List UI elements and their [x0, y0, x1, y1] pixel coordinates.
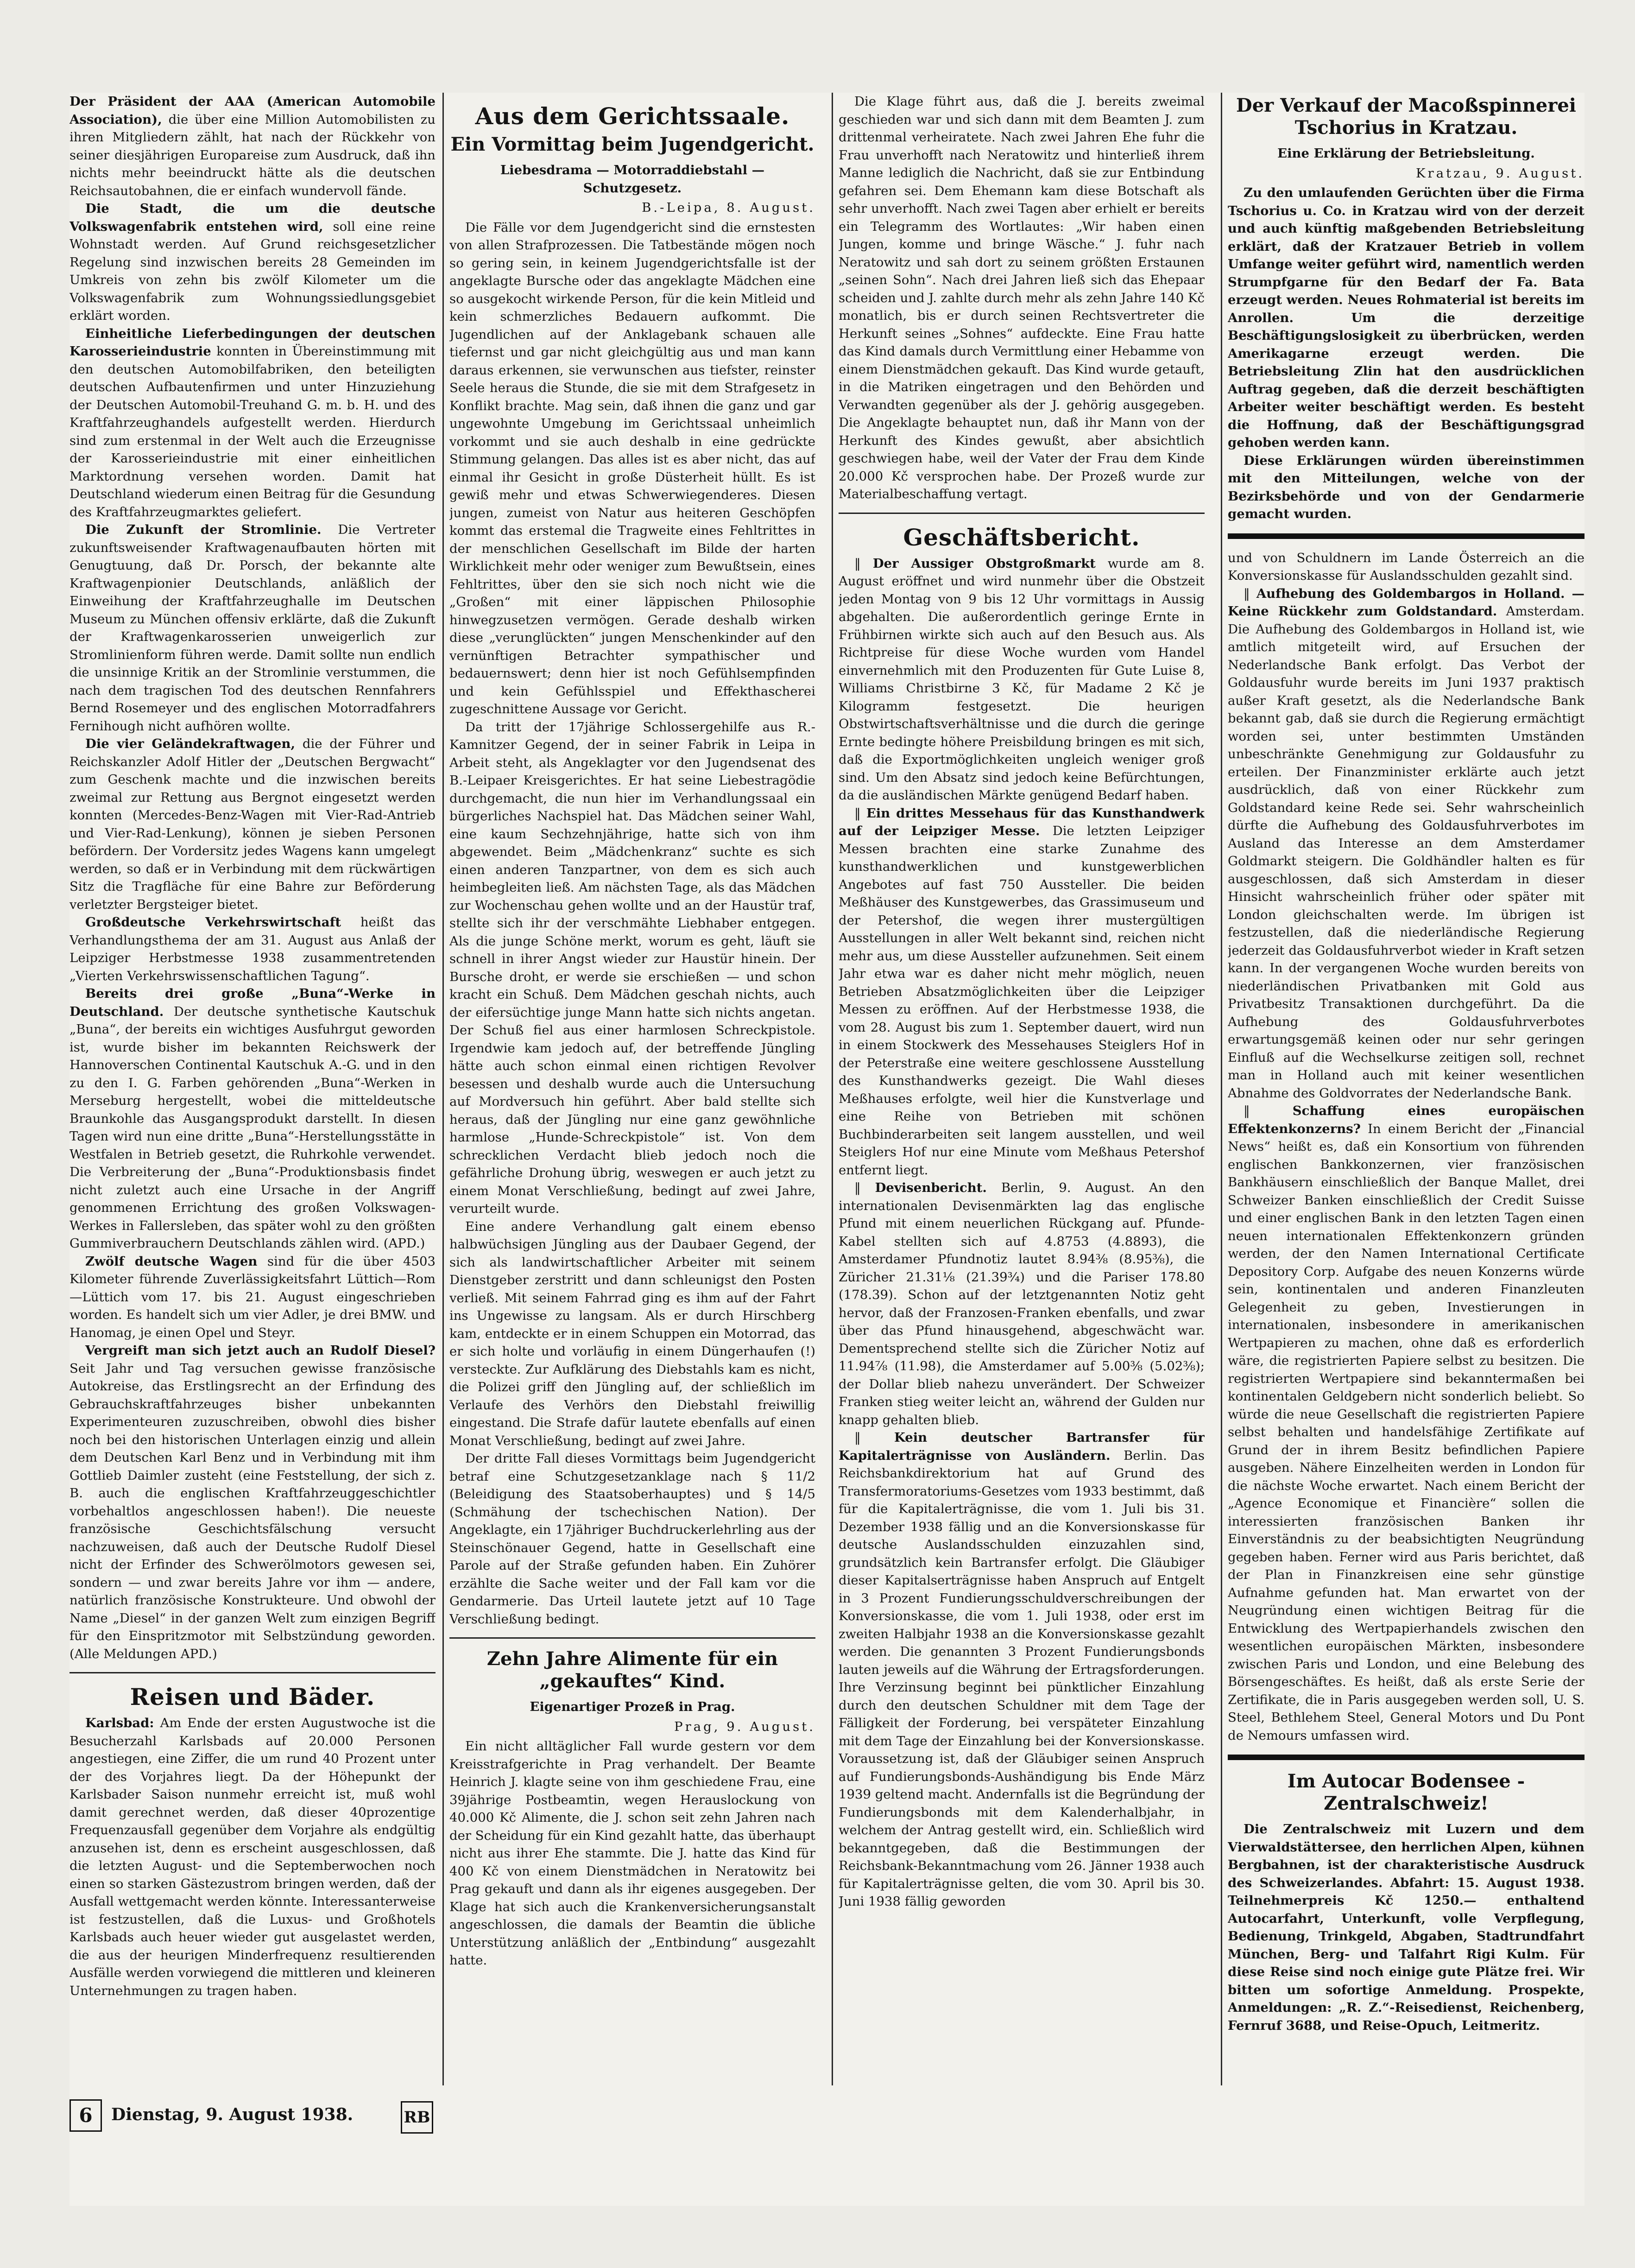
issue-date: Dienstag, 9. August 1938.: [111, 2105, 354, 2124]
news-item: ‖ Devisenbericht. Berlin, 9. August. An den internationalen Devisenmärkten lag das englische Pfund mit einem neuerlichen Rückgang auf. Pfunde-Kabel stellten sich auf 4.8753 (4.8893), die Amsterdamer Pfundnotiz lautet 8.94⅜ (8.95⅜), die Züricher 21.31⅛ (21.39¾) und die Pariser 178.80 (178.39). Schon auf der letztgenannten Notiz geht hervor, daß der Franzosen-Franken ebenfalls, und zwar über das Pfund hinausgehend, abgeschwächt war. Dementsprechend stellte sich die Züricher Notiz auf 11.94⅞ (11.98), die Amsterdamer auf 5.00⅜ (5.02⅜); der Dollar blieb nahezu unverändert. Der Schweizer Franken stieg weiter leicht an, während der Gulden nur knapp gehalten blieb.: [839, 1180, 1205, 1427]
article-paragraph: Die Fälle vor dem Jugendgericht sind die ernstesten von allen Strafprozessen. Die Tatbestände mögen noch so gering sein, in keinem Jugendgerichtsfalle ist der angeklagte Bursche oder das angeklagte Mädchen eine so ausgekocht wirkende Person, für die kein Mitleid und kein schmerzliches Bedauern aufkommt. Die Jugendlichen auf der Anklagebank schauen alle tiefernst und gar nicht gleichgültig aus und man kann daraus erkennen, sie verwunschen aus tiefster, reinster Seele heraus die Stunde, die sie mit dem Strafgesetz in Konflikt brachte. Mag sein, daß ihnen die ganz und gar ungewohnte Umgebung im Gerichtssaal unheimlich vorkommt und sie auch deshalb in eine gedrückte Stimmung gelangen. Das alles ist es aber nicht, das auf einmal ihr Gesicht in große Düsterheit hüllt. Es ist gewiß mehr und etwas Schwerwiegenderes. Diesen jungen, zumeist von Natur aus heiteren Geschöpfen kommt das erstemal die Tragweite eines Fehltrittes in der menschlichen Gesellschaft im Bilde der harten Wirklichkeit mehr oder weniger zum Bewußtsein, eines Fehltrittes, über den sie sich noch nicht wie die „Großen“ mit einer läppischen Philosophie hinwegzusetzen vermögen. Gerade deshalb wirken diese „verunglückten“ jungen Menschenkinder auf den vernünftigen Betrachter sympathischer und bedauernswert; denn hier ist noch Gefühlsempfinden und kein Gefühlsspiel und Effekthascherei zugeschnittene Aussage vor Gericht.: [449, 220, 815, 716]
news-item: ‖ Schaffung eines europäischen Effektenkonzerns? In einem Bericht der „Financial News“ heißt es, daß ein Konsortium von führenden englischen Bankkonzernen, vier französischen Bankhäusern einschließlich der Banque Mallet, drei Schweizer Banken einschließlich der Credit Suisse und einer englischen Bank in den letzten Tagen einen neuen internationalen Effektenkonzern gründen werden, der den Namen International Certificate Depository Corp. Aufgabe des neuen Konzerns würde sein, kontinentalen und anderen Finanzleuten Gelegenheit zu geben, Investierungen in internationalen, insbesondere in amerikanischen Wertpapieren zu machen, ohne daß es erforderlich wäre, die registrierten Papiere selbst zu besitzen. Die registrierten Wertpapiere sind bekanntermaßen bei kontinentalen Geldgebern nicht sonderlich beliebt. So würde die neue Gesellschaft die registrierten Papiere selbst behalten und handelsfähige Zertifikate auf Grund der in ihrem Besitz befindlichen Papiere ausgeben. Nähere Einzelheiten werden in London für die nächste Woche erwartet. Nach einem Bericht der „Agence Economique et Financière“ sollen die interessierten französischen Banken ihr Einverständnis zu der beabsichtigten Neugründung gegeben haben. Ferner wird aus Paris berichtet, daß der Plan in Finanzkreisen eine sehr günstige Aufnahme gefunden hat. Man erwartet von der Neugründung einen wichtigen Beitrag für die Entwicklung des Wertpapierhandels zwischen den wesentlichen europäischen Märkten, insbesondere zwischen Paris und London, und eine Belebung des Börsengeschäftes. Es heißt, daß als erste Serie der Zertifikate, die in Paris ausgegeben werden soll, U. S. Steel, Bethlehem Steel, General Motors und Du Pont de Nemours umfassen wird.: [1228, 1103, 1584, 1743]
article-kicker: Liebesdrama — Motorraddiebstahl — Schutzgesetz.: [500, 163, 765, 196]
dateline: Kratzau, 9. August.: [1416, 165, 1584, 181]
section-heading: Reisen und Bäder.: [130, 1683, 375, 1711]
news-item: Einheitliche Lieferbedingungen der deutschen Karosserieindustrie konnten in Übereinstimmung mit den deutschen Automobilfabriken, den beteiligten deutschen Aufbautenfirmen und unter Hinzuziehung der Deutschen Automobil-Treuhand G. m. b. H. und des Kraftfahrzeughandels aufgestellt werden. Hierdurch sind zum erstenmal in der Welt auch die Erzeugnisse der Karosserieindustrie mit einer einheitlichen Marktordnung versehen worden. Damit hat Deutschland wiederum einen Beitrag für die Gesundung des Kraftfahrzeugmarktes geliefert.: [69, 326, 436, 519]
news-item: Der Präsident der AAA (American Automobile Association), die über eine Million Automobilisten zu ihren Mitgliedern zählt, hat nach der Rückkehr von seiner diesjährigen Europareise zum Ausdruck, daß ihn nichts mehr beeindruckt hätte als die deutschen Reichsautobahnen, die er einfach wundervoll fände.: [69, 94, 436, 198]
article-headline: Der Verkauf der Macoßspinnerei Tschorius in Kratzau.: [1236, 95, 1576, 139]
section-heading: Aus dem Gerichtssaale.: [475, 102, 790, 130]
column-1: [69, 93, 436, 2081]
article-paragraph: Der dritte Fall dieses Vormittags beim Jugendgericht betraf eine Schutzgesetzanklage nach § 11/2 (Beleidigung des Staatsoberhauptes) und § 14/5 (Schmähung der tschechischen Nation). Der Angeklagte, ein 17jähriger Buchdruckerlehrling aus der Steinschönauer Gegend, hatte in Gesellschaft eine Parole auf der Straße gefunden haben. Ein Zuhörer erzählte die Sache weiter und der Fall kam vor die Gendarmerie. Das Urteil lautete jetzt auf 10 Tage Verschließung bedingt.: [449, 1451, 815, 1627]
article-paragraph: Diese Erklärungen würden übereinstimmen mit den Mitteilungen, welche von der Bezirksbehörde und von der Gendarmerie gemacht wurden.: [1228, 453, 1584, 521]
article-headline: Zehn Jahre Alimente für ein „gekauftes“ Kind.: [486, 1648, 778, 1692]
article-paragraph: und von Schuldnern im Lande Österreich an die Konversionskasse für Auslandsschulden gezahlt sind.: [1228, 550, 1584, 583]
section-divider: [449, 1637, 815, 1639]
article-kicker: Eine Erklärung der Betriebsleitung.: [1277, 146, 1535, 161]
news-item: ‖ Aufhebung des Goldembargos in Holland. — Keine Rückkehr zum Goldstandard. Amsterdam. Die Aufhebung des Goldembargos in Holland ist, wie amtlich mitgeteilt wird, auf Ersuchen der Nederlandsche Bank erfolgt. Das Verbot der Goldausfuhr wurde bereits im Juni 1937 praktisch außer Kraft gesetzt, als die Nederlandsche Bank bekannt gab, daß sie durch die Regierung ermächtigt worden sei, unter bestimmten Umständen unbeschränkte Genehmigung zur Goldausfuhr zu erteilen. Der Finanzminister erklärte auch jetzt ausdrücklich, daß von einer Rückkehr zum Goldstandard keine Rede sei. Sehr wahrscheinlich dürfte die Aufhebung des Goldausfuhrverbotes im Ausland das Interesse an dem Amsterdamer Goldmarkt steigern. Die Goldhändler halten es für ausgeschlossen, daß sich Amsterdam in dieser Hinsicht wahrscheinlich früher oder später mit London gleichschalten werde. Im übrigen ist festzustellen, daß die niederländische Regierung jederzeit das Goldausfuhrverbot wieder in Kraft setzen kann. In der vergangenen Woche wurden bereits von niederländischen Privatbanken mit Gold aus Privatbesitz Transaktionen durchgeführt. Da die Aufhebung des Goldausfuhrverbotes erwartungsgemäß keinen oder nur sehr geringen Einfluß auf die Wechselkurse zeitigen soll, rechnet man in Holland auch mit keiner wesentlichen Abnahme des Goldvorrates der Nederlandsche Bank.: [1228, 586, 1584, 1101]
article-kicker: Eigenartiger Prozeß in Prag.: [530, 1699, 735, 1714]
newspaper-page: [69, 93, 1584, 2206]
section-divider: [839, 513, 1205, 514]
newspaper-logo: RB: [401, 2101, 433, 2134]
dateline: Prag, 9. August.: [674, 1719, 815, 1734]
article-paragraph: Ein nicht alltäglicher Fall wurde gestern vor dem Kreisstrafgerichte in Prag verhandelt. Der Beamte Heinrich J. klagte seine von ihm geschiedene Frau, eine 39jährige Postbeamtin, wegen Herauslockung von 40.000 Kč Alimente, die J. schon seit zehn Jahren nach der Scheidung für ein Kind gezahlt hatte, das überhaupt nicht aus ihrer Ehe stammte. Die J. hatte das Kind für 400 Kč von einem Dienstmädchen in Neratowitz bei Prag gekauft und dann als ihr eigenes ausgegeben. Der Klage hat sich auch die Krankenversicherungsanstalt angeschlossen, die damals der Beamtin die übliche Unterstützung anläßlich der „Entbindung“ ausgezahlt hatte.: [449, 1739, 815, 1968]
news-item: Die Stadt, die um die deutsche Volkswagenfabrik entstehen wird, soll eine reine Wohnstadt werden. Auf Grund reichsgesetzlicher Regelung sind inzwischen bereits 28 Gemeinden im Umkreis von zehn bis zwölf Kilometer um die Volkswagenfabrik zum Wohnungssiedlungsgebiet erklärt worden.: [69, 201, 436, 323]
news-item: Großdeutsche Verkehrswirtschaft heißt das Verhandlungsthema der am 31. August aus Anlaß der Leipziger Herbstmesse 1938 zusammentretenden „Vierten Verkehrswissenschaftlichen Tagung“.: [69, 915, 436, 983]
news-item: Vergreift man sich jetzt auch an Rudolf Diesel? Seit Jahr und Tag versuchen gewisse französische Autokreise, das Erstlingsrecht an der Erfindung des Gebrauchskraftfahrzeuges bisher unbekannten Experimenteuren zuzuschreiben, obwohl dies bisher noch bei den historischen Unterlagen einzig und allein dem Deutschen Karl Benz und in Verbindung mit ihm Gottlieb Daimler zusteht (eine Feststellung, der sich z. B. auch die englischen Kraftfahrzeuggeschichtler vorbehaltlos angeschlossen haben!). Die neueste französische Geschichtsfälschung versucht nachzuweisen, daß auch der Deutsche Rudolf Diesel nicht der Erfinder des Schwerölmotors gewesen sei, sondern — und zwar bereits Jahre vor ihm — andere, natürlich französische Konstrukteure. Und obwohl der Name „Diesel“ in der ganzen Welt zum einzigen Begriff für den Einspritzmotor mit Selbstzündung geworden. (Alle Meldungen APD.): [69, 1343, 436, 1661]
section-divider: [69, 1672, 436, 1673]
column-4: [1228, 93, 1584, 2081]
news-item: Karlsbad: Am Ende der ersten Augustwoche ist die Besucherzahl Karlsbads auf 20.000 Personen angestiegen, eine Ziffer, die um rund 40 Prozent unter der des Vorjahres liegt. Da der Höhepunkt der Karlsbader Saison nunmehr erreicht ist, muß wohl damit gerechnet werden, daß dieser 40prozentige Frequenzausfall gegenüber dem Vorjahre als endgültig anzusehen ist, denn es erscheint ausgeschlossen, daß die letzten August- und die Septemberwochen noch einen so starken Gästezustrom bringen werden, daß der Ausfall wettgemacht werden könnte. Interessanterweise ist festzustellen, daß die Luxus- und Großhotels Karlsbads auch heuer wieder gut ausgelastet werden, die aus der heurigen Minderfrequenz resultierenden Ausfälle werden vorwiegend die mittleren und kleineren Unternehmungen zu tragen haben.: [69, 1716, 436, 1998]
ad-headline: Im Autocar Bodensee - Zentralschweiz!: [1287, 1770, 1525, 1814]
section-divider: [1228, 1755, 1584, 1760]
article-paragraph: Eine andere Verhandlung galt einem ebenso halbwüchsigen Jüngling aus der Daubaer Gegend, der sich als landwirtschaftlicher Arbeiter mit seinem Dienstgeber zerstritt und dann schleunigst den Posten verließ. Mit seinem Fahrrad ging es ihm auf der Fahrt ins Ungewisse zu langsam. Als er durch Hirschberg kam, entdeckte er in einem Schuppen ein Motorrad, das er sich holte und vorläufig in einem Düngerhaufen (!) versteckte. Zur Aufklärung des Diebstahls kam es nicht, die Polizei griff den Jüngling auf, der schließlich im Verlaufe des Verhörs den Diebstahl freiwillig eingestand. Die Strafe dafür lautete ebenfalls auf einen Monat Verschließung, bedingt auf zwei Jahre.: [449, 1219, 815, 1448]
column-rule: [442, 93, 444, 2085]
section-heading: Geschäftsbericht.: [903, 523, 1140, 551]
news-item: Zwölf deutsche Wagen sind für die über 4503 Kilometer führende Zuverlässigkeitsfahrt Lüttich—Rom—Lüttich vom 17. bis 21. August eingeschrieben worden. Es handelt sich um vier Adler, je drei BMW. und Hanomag, je einen Opel und Steyr.: [69, 1254, 436, 1340]
section-divider: [1228, 533, 1584, 539]
column-rule: [832, 93, 833, 2085]
news-item: Bereits drei große „Buna“-Werke in Deutschland. Der deutsche synthetische Kautschuk „Buna“, der bereits ein wichtiges Ausfuhrgut geworden ist, wurde bisher im bekannten Reichswerk der Hannoverschen Continental Kautschuk A.-G. und in den zu den I. G. Farben gehörenden „Buna“-Werken in Merseburg hergestellt, wobei die mitteldeutsche Braunkohle das Ausgangsprodukt darstellt. In diesen Tagen wird nun eine dritte „Buna“-Herstellungsstätte in Westfalen in Betrieb gesetzt, die Ruhrkohle verwendet. Die Verbreiterung der „Buna“-Produktionsbasis findet nicht zuletzt auch eine Ursache in der Angriff genommenen Errichtung des großen Volkswagen-Werkes in Fallersleben, das später wohl zu den größten Gummiverbrauchern Deutschlands zählen wird. (APD.): [69, 986, 436, 1251]
page-footer: [69, 2099, 436, 2136]
article-paragraph: Zu den umlaufenden Gerüchten über die Firma Tschorius u. Co. in Kratzau wird von der derzeit und auch künftig maßgebenden Betriebsleitung erklärt, daß der Kratzauer Betrieb in vollem Umfange weiter geführt wird, namentlich werden Strumpfgarne für den Bedarf der Fa. Bata erzeugt werden. Neues Rohmaterial ist bereits im Anrollen. Um die derzeitige Beschäftigungslosigkeit zu überbrücken, werden Amerikagarne erzeugt werden. Die Betriebsleitung Zlin hat den ausdrücklichen Auftrag gegeben, daß die derzeit beschäftigten Arbeiter weiter beschäftigt werden. Es besteht die Hoffnung, daß der Beschäftigungsgrad gehoben werden kann.: [1228, 185, 1584, 450]
news-item: Die vier Geländekraftwagen, die der Führer und Reichskanzler Adolf Hitler der „Deutschen Bergwacht“ zum Geschenk machte und die inzwischen bereits zweimal zur Rettung aus Bergnot eingesetzt werden konnten (Mercedes-Benz-Wagen mit Vier-Rad-Antrieb und Vier-Rad-Lenkung), können je sieben Personen befördern. Der Vordersitz jedes Wagens kann umgelegt werden, so daß er in Verbindung mit dem rückwärtigen Sitz die Tragfläche für eine Bahre zur Beförderung verletzter Bergsteiger bietet.: [69, 736, 436, 912]
news-item: ‖ Ein drittes Messehaus für das Kunsthandwerk auf der Leipziger Messe. Die letzten Leipziger Messen brachten eine starke Zunahme des kunsthandwerklichen und kunstgewerblichen Angebotes auf fast 750 Aussteller. Die beiden Meßhäuser des Kunstgewerbes, das Grassimuseum und der Petershof, die wegen ihrer mustergültigen Ausstellungen in aller Welt bekannt sind, reichen nicht mehr aus, um diese Aussteller aufzunehmen. Seit einem Jahr etwa war es daher nicht mehr möglich, neuen Betrieben Absatzmöglichkeiten über die Leipziger Messen zu eröffnen. Auf der Herbstmesse 1938, die vom 28. August bis zum 1. September dauert, wird nun in einem Stockwerk des Messehauses Steiglers Hof in der Peterstraße eine weitere geschlossene Ausstellung des Kunsthandwerks gezeigt. Die Wahl dieses Meßhauses erfolgte, weil hier die Kunstverlage und eine Reihe von Betrieben mit schönen Buchbinderarbeiten seit langem ausstellen, und weil Steiglers Hof nur eine Minute vom Meßhaus Petershof entfernt liegt.: [839, 805, 1205, 1178]
article-headline: Ein Vormittag beim Jugendgericht.: [450, 133, 814, 155]
news-item: Die Zukunft der Stromlinie. Die Vertreter zukunftsweisender Kraftwagenaufbauten hörten mit Genugtuung, daß Dr. Porsch, der bekannte alte Kraftwagenpionier Deutschlands, anläßlich der Einweihung der Kraftfahrzeughalle im Deutschen Museum zu München offensiv erklärte, daß die Zukunft der Kraftwagenkarosserien unweigerlich zur Stromlinienform führen werde. Damit sollte nun endlich die unsinnige Kritik an der Stromlinie verstummen, die nach dem tragischen Tod des deutschen Rennfahrers Bernd Rosemeyer und des englischen Motorradfahrers Fernihough nicht aufhören wollte.: [69, 522, 436, 734]
news-item: ‖ Kein deutscher Bartransfer für Kapitalerträgnisse von Ausländern. Berlin. Das Reichsbankdirektorium hat auf Grund des Transfermoratoriums-Gesetzes vom 1933 bestimmt, daß für die Kapitalerträgnisse, die vom 1. Juli bis 31. Dezember 1938 fällig und an die Konversionskasse für deutsche Auslandsschulden einzuzahlen sind, grundsätzlich kein Bartransfer erfolgt. Die Gläubiger dieser Kapitalserträgnisse haben Anspruch auf Entgelt in 3 Prozent Fundierungsschuldverschreibungen der Konversionskasse, die vom 1. Juli 1938, oder erst im zweiten Halbjahr 1938 an die Konversionskasse gezahlt werden. Die genannten 3 Prozent Fundierungsbonds lauten jeweils auf die Währung der Ertragsforderungen. Ihre Verzinsung beginnt bei pünktlicher Einzahlung durch den deutschen Schuldner mit dem Tage der Fälligkeit der Forderung, bei verspäteter Einzahlung mit dem Tage der Einzahlung bei der Konversionskasse. Voraussetzung ist, daß der Gläubiger seinen Anspruch auf Fundierungsbonds-Aushändigung bis Ende März 1939 geltend macht. Andernfalls ist die Begründung der Fundierungsbonds mit dem Kalenderhalbjahr, in welchem der Antrag gestellt wird, ein. Schließlich wird bekanntgegeben, daß die Bestimmungen der Reichsbank-Bekanntmachung vom 26. Jänner 1938 auch für Kapitalerträgnisse gelten, die vom 30. April bis 30. Juni 1938 fällig geworden: [839, 1430, 1205, 1909]
column-2: [449, 93, 815, 2081]
ad-text: Die Zentralschweiz mit Luzern und dem Vierwaldstättersee, den herrlichen Alpen, kühnen Bergbahnen, ist der charakteristische Ausdruck des Schweizerlandes. Abfahrt: 15. August 1938. Teilnehmerpreis Kč 1250.— enthaltend Autocarfahrt, Unterkunft, volle Verpflegung, Bedienung, Trinkgeld, Abgaben, Stadtrundfahrt München, Berg- und Talfahrt Rigi Kulm. Für diese Reise sind noch einige gute Plätze frei. Wir bitten um sofortige Anmeldung. Prospekte, Anmeldungen: „R. Z.“-Reisedienst, Reichenberg, Fernruf 3688, und Reise-Opuch, Leitmeritz.: [1228, 1822, 1584, 2033]
dateline: B.-Leipa, 8. August.: [642, 200, 815, 215]
page-number: 6: [69, 2099, 102, 2132]
column-3: [839, 93, 1205, 2081]
news-item: ‖ Der Aussiger Obstgroßmarkt wurde am 8. August eröffnet und wird nunmehr über die Obstzeit jeden Montag von 9 bis 12 Uhr vormittags in Aussig abgehalten. Die außerordentlich geringe Ernte in Frühbirnen wirkte sich auch auf den Besuch aus. Als Richtpreise für diese Woche wurden vom Handel einvernehmlich mit den Produzenten für Gute Luise 8, Williams Christbirne 3 Kč, für Madame 2 Kč je Kilogramm festgesetzt. Die heurigen Obstwirtschaftsverhältnisse und die durch die geringe Ernte bedingte höhere Preisbildung bringen es mit sich, daß die Exportmöglichkeiten ungleich weniger groß sind. Um den Absatz sind jedoch keine Befürchtungen, da die ausländischen Märkte genügend Bedarf haben.: [839, 556, 1205, 803]
article-paragraph: Da tritt der 17jährige Schlossergehilfe aus R.-Kamnitzer Gegend, der in seiner Fabrik in Leipa in Arbeit steht, als Angeklagter vor den Jugendsenat des B.-Leipaer Kreisgerichtes. Er hat seine Liebestragödie durchgemacht, die nun hier im Verhandlungssaal ein bürgerliches Nachspiel hat. Das Mädchen seiner Wahl, eine kaum Sechzehnjährige, hatte sich von ihm abgewendet. Beim „Mädchenkranz“ suchte es sich einen anderen Tanzpartner, von dem es sich auch heimbegleiten ließ. Am nächsten Tage, als das Mädchen zur Wochenschau gehen wollte und an der Haustür traf, stellte sich ihr der verschmähte Liebhaber entgegen. Als die junge Schöne merkt, worum es geht, läuft sie schnell in ihrer Angst wieder zur Haustür hinein. Der Bursche droht, er werde sie erschießen — und schon kracht ein Schuß. Dem Mädchen geschah nichts, auch der eifersüchtige junge Mann hatte sich nichts angetan. Der Schuß fiel aus einer harmlosen Schreckpistole. Irgendwie kam jedoch auf, der betreffende Jüngling hätte auch schon einmal einen richtigen Revolver besessen und deshalb wurde auch die Untersuchung auf Mordversuch hin geführt. Aber bald stellte sich heraus, daß der Jüngling nur eine ganz gewöhnliche harmlose „Hunde-Schreckpistole“ ist. Von dem schrecklichen Verdacht blieb jedoch noch die gefährliche Drohung übrig, weswegen er auch jetzt zu einem Monat Verschließung, bedingt auf zwei Jahre, verurteilt wurde.: [449, 719, 815, 1216]
column-rule: [1221, 93, 1222, 2085]
article-paragraph: Die Klage führt aus, daß die J. bereits zweimal geschieden war und sich dann mit dem Beamten J. zum drittenmal verheiratete. Nach zwei Jahren Ehe fuhr die Frau unverhofft nach Neratowitz und hinterließ ihrem Manne lediglich die Nachricht, daß sie zur Entbindung gefahren sei. Dem Ehemann kam diese Botschaft als sehr unverhofft. Nach zwei Tagen aber erhielt er bereits ein Telegramm des Wortlautes: „Wir haben einen Jungen, komme und bringe Wäsche.“ J. fuhr nach Neratowitz und sah dort zu seinem größten Erstaunen „seinen Sohn“. Nach drei Jahren ließ sich das Ehepaar scheiden und J. zahlte durch mehr als zehn Jahre 140 Kč monatlich, bis er durch seinen Rechtsvertreter die Herkunft seines „Sohnes“ aufdeckte. Eine Frau hatte das Kind damals durch Vermittlung einer Hebamme von einem Dienstmädchen gekauft. Das Kind wurde getauft, in die Matriken eingetragen und den Behörden und Verwandten gegenüber als der J. gehörig ausgegeben. Die Angeklagte behauptet nun, daß ihr Mann von der Herkunft des Kindes gewußt, aber absichtlich geschwiegen habe, weil der Vater der Frau dem Kinde 20.000 Kč versprochen habe. Der Prozeß wurde zur Materialbeschaffung vertagt.: [839, 94, 1205, 501]
